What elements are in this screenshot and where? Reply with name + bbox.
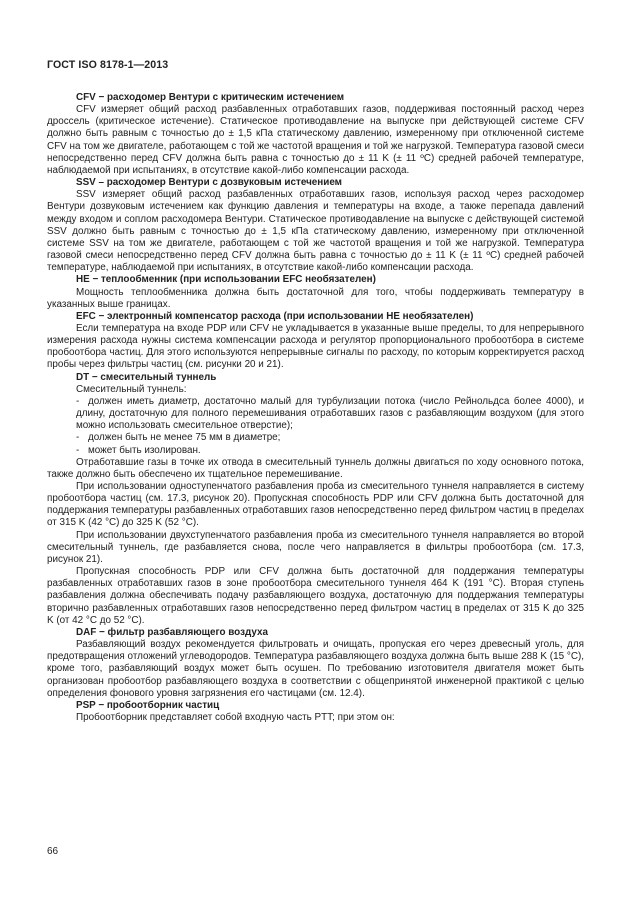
body-paragraph: Пропускная способность PDP или CFV должна быть достаточной для поддержания температуры разбавленных отработавших газов в зоне пробоотбора смесительного туннеля 464 K (191 °C). Вторая ступень разбавления должна обеспечивать подачу разбавляющего воздуха, достаточную для поддержания температуры вторично разбавленных отработавших газов непосредственно перед фильтром частиц в пределах от 315 K до 325 K (от 42 °C до 52 °C).	[47, 566, 584, 626]
list-item	[47, 432, 584, 444]
list-item-text: может быть изолирован.	[88, 444, 201, 456]
list-marker: -	[76, 395, 80, 407]
section-heading: CFV − расходомер Вентури с критическим истечением	[76, 92, 345, 103]
list-marker: -	[76, 444, 80, 456]
section-heading: EFC − электронный компенсатор расхода (при использовании HE необязателен)	[76, 310, 474, 322]
document-body	[47, 92, 584, 724]
body-paragraph: CFV измеряет общий расход разбавленных отработавших газов, поддерживая постоянный расход через дроссель (критическое истечение). Статическое противодавление на выпуске при действующей системе CFV должно быть равным с точностью до ± 1,5 кПа статическому давлению, измеренному при отключенной системе CFV на том же двигателе, работающем с той же частотой вращения и той же нагрузкой. Температура газовой смеси непосредственно перед CFV должна быть равна с точностью до ± 11 K (± 11 ºC) средней рабочей температуре, наблюдаемой при испытаниях, в отсутствие какой-либо компенсации расхода.	[47, 104, 584, 176]
list-item-text: должен иметь диаметр, достаточно малый для турбулизации потока (число Рейнольдса более 4000), и длину, достаточную для полного перемешивания отработавших газов с разбавляющим воздухом (для этого можно использовать смесительное отверстие);	[76, 395, 584, 432]
body-paragraph: При использовании двухступенчатого разбавления проба из смесительного туннеля направляется во второй смесительный туннель, где разбавляется снова, после чего направляется в фильтры пробоотбора (см. 17.3, рисунок 21).	[47, 529, 584, 565]
body-paragraph: SSV измеряет общий расход разбавленных отработавших газов, используя расход через расходомер Вентури дозвуковым истечением как функцию давления и температуры на входе, а также перепада давлений между входом и соплом расходомера Вентури. Статическое противодавление на выпуске с действующей системой SSV должно быть равным с точностью до ± 1,5 кПа статическому давлению, измеренному при отключенной системе SSV на том же двигателе, работающем с той же частотой вращения и той же нагрузкой. Температура газовой смеси непосредственно перед CFV должна быть равна с точностью до ± 11 K (± 11 ºC) средней рабочей температуре, наблюдаемой при испытаниях, в отсутствие какой-либо компенсации расхода.	[47, 189, 584, 274]
body-paragraph: Пробоотборник представляет собой входную часть PTT; при этом он:	[76, 711, 395, 723]
standard-header: ГОСТ ISO 8178-1—2013	[47, 59, 169, 71]
body-paragraph: Мощность теплообменника должна быть достаточной для того, чтобы поддерживать температуру в указанных выше границах.	[47, 286, 584, 310]
list-marker: -	[76, 432, 80, 444]
section-heading: DAF − фильтр разбавляющего воздуха	[76, 626, 268, 638]
list-item	[47, 445, 584, 457]
section-heading: SSV – расходомер Вентури с дозвуковым истечением	[76, 177, 342, 189]
body-paragraph: Смесительный туннель:	[76, 383, 187, 395]
body-paragraph: Отработавшие газы в точке их отвода в смесительный туннель должны двигаться по ходу основного потока, также должно быть обеспечено их тщательное перемешивание.	[47, 456, 584, 480]
body-paragraph: Разбавляющий воздух рекомендуется фильтровать и очищать, пропуская его через древесный уголь, для предотвращения отложений углеводородов. Температура разбавляющего воздуха должна быть выше 288 K (15 °C), кроме того, разбавляющий воздух может быть осушен. По требованию изготовителя двигателя может быть организован пробоотбор разбавляющего воздуха в соответствии с общепринятой инженерной практикой с целью определения фонового уровня загрязнения его частицами (см. 12.4).	[47, 639, 584, 699]
section-heading: DT − смесительный туннель	[76, 371, 217, 383]
section-heading: HE − теплообменник (при использовании EFC необязателен)	[76, 274, 376, 286]
body-paragraph: Если температура на входе PDP или CFV не укладывается в указанные выше пределы, то для непрерывного измерения расхода нужны система компенсации расхода и регулятор пропорционального пробоотбора в системе пробоотбора частиц. Для этого используются непрерывные сигналы по расходу, по которым корректируется расход пробы через фильтры частиц (см. рисунки 20 и 21).	[47, 322, 584, 371]
body-paragraph: При использовании одноступенчатого разбавления проба из смесительного туннеля направляется в систему пробоотбора частиц (см. 17.3, рисунок 20). Пропускная способность PDP или CFV должна быть достаточной для поддержания температуры разбавленных отработавших газов непосредственно перед фильтром частиц в пределах от 315 K (42 °C) до 325 K (52 °C).	[47, 481, 584, 529]
list-item	[47, 396, 584, 432]
list-item-text: должен быть не менее 75 мм в диаметре;	[88, 432, 281, 444]
section-heading: PSP − пробоотборник частиц	[76, 699, 220, 711]
page-number: 66	[47, 846, 59, 857]
